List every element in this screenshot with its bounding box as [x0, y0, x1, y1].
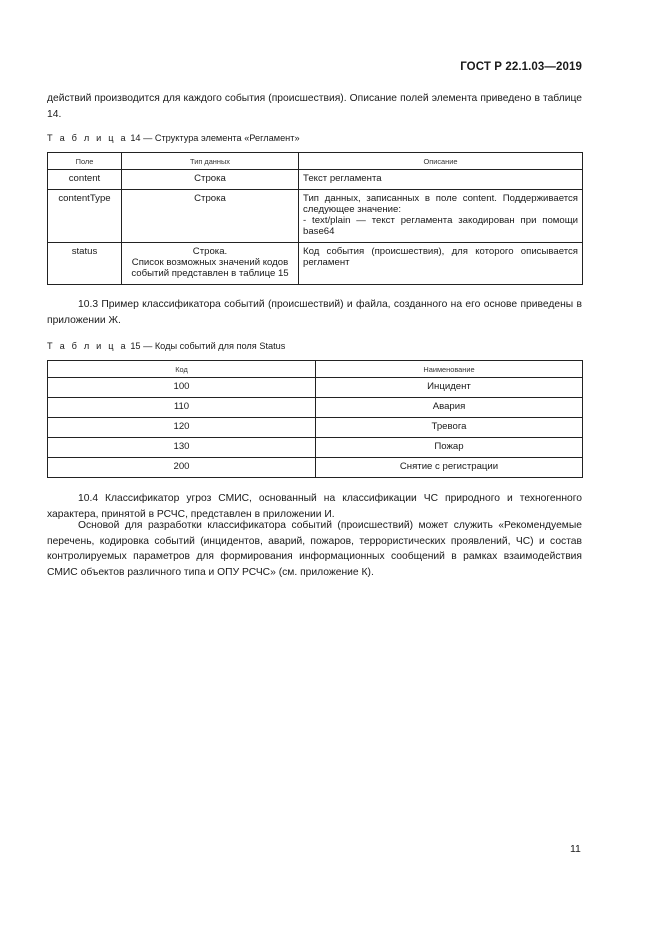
final-paragraph: Основой для разработки классификатора событий (происшествий) может служить «Рекомендуемые перечень, кодировка событий (инцидентов, аварий, пожаров, террористических проявлений, ЧС) и состав контролируемых параметров для формирования информационных сообщений в рамках взаимодействия СМИС объектов различного типа и ОПУ РСЧС» (см. приложение К). [47, 520, 582, 578]
cell-code: 110 [48, 398, 316, 418]
table-row [48, 438, 583, 458]
standard-header: ГОСТ Р 22.1.03—2019 [460, 61, 582, 73]
cell-description: Текст регламента [299, 170, 583, 190]
cell-name: Пожар [316, 438, 583, 458]
cell-type: Строка [122, 170, 299, 190]
table14-caption [47, 132, 300, 144]
cell-type-line: Список возможных значений кодов событий представлен в таблице 15 [131, 257, 289, 279]
cell-name: Авария [316, 398, 583, 418]
table14-caption-title: 14 — Структура элемента «Регламент» [127, 133, 300, 143]
table-row [48, 170, 583, 190]
cell-type [122, 243, 299, 285]
cell-description-line: Тип данных, записанных в поле content. Поддерживается следующее значение: [303, 193, 578, 215]
table15-header-row [48, 361, 583, 378]
table15-col-name: Наименование [316, 361, 583, 378]
cell-name: Тревога [316, 418, 583, 438]
table15-col-code: Код [48, 361, 316, 378]
table-row [48, 398, 583, 418]
cell-type-line: Строка. [192, 246, 228, 257]
table14-col-type: Тип данных [122, 153, 299, 170]
table-row [48, 418, 583, 438]
cell-field: status [48, 243, 122, 285]
cell-code: 120 [48, 418, 316, 438]
cell-description [299, 190, 583, 243]
table15-caption-title: 15 — Коды событий для поля Status [127, 341, 286, 351]
cell-description-line: - text/plain — текст регламента закодирован при помощи base64 [303, 215, 578, 237]
section-10-4-paragraph: 10.4 Классификатор угроз СМИС, основанный на классификации ЧС природного и техногенного характера, принятой в РСЧС, представлен в приложении И. [47, 493, 582, 520]
cell-field: contentType [48, 190, 122, 243]
page-number: 11 [570, 843, 581, 855]
intro-paragraph: действий производится для каждого события (происшествия). Описание полей элемента приведено в таблице 14. [47, 93, 582, 120]
table-row [48, 243, 583, 285]
table14-caption-prefix: Т а б л и ц а [47, 133, 128, 143]
cell-code: 200 [48, 458, 316, 478]
table15-caption-prefix: Т а б л и ц а [47, 341, 128, 351]
table14-col-description: Описание [299, 153, 583, 170]
cell-field: content [48, 170, 122, 190]
cell-type: Строка [122, 190, 299, 243]
cell-name: Инцидент [316, 378, 583, 398]
section-10-3-paragraph: 10.3 Пример классификатора событий (происшествий) и файла, созданного на его основе приведены в приложении Ж. [47, 299, 582, 326]
table-15 [47, 360, 583, 478]
cell-description: Код события (происшествия), для которого описывается регламент [299, 243, 583, 285]
cell-code: 100 [48, 378, 316, 398]
table-row [48, 190, 583, 243]
cell-code: 130 [48, 438, 316, 458]
table14-col-field: Поле [48, 153, 122, 170]
table-row [48, 458, 583, 478]
table-14 [47, 152, 583, 285]
table14-header-row [48, 153, 583, 170]
table15-caption [47, 340, 285, 352]
cell-name: Снятие с регистрации [316, 458, 583, 478]
table-row [48, 378, 583, 398]
